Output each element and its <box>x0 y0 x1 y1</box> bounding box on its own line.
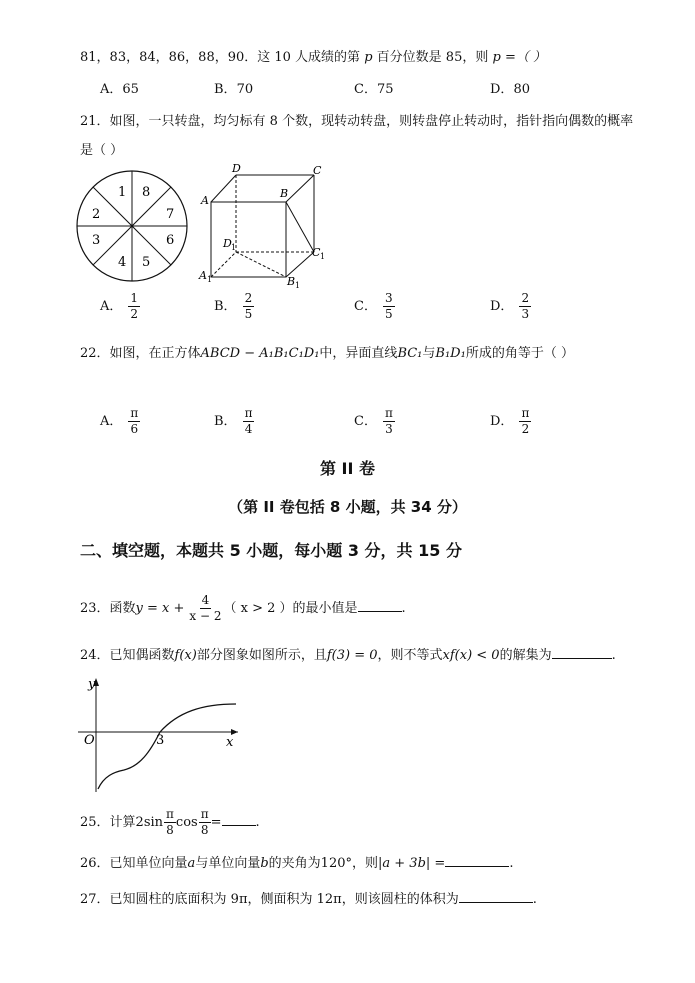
part2-title: 第 II 卷 <box>319 459 376 478</box>
q27-answer-blank[interactable] <box>459 890 533 903</box>
wheel-num-1: 1 <box>118 185 127 200</box>
q23-answer-blank[interactable] <box>358 599 402 612</box>
section-heading: 二、填空题，本题共 5 小题，每小题 3 分，共 15 分 <box>80 541 462 560</box>
svg-text:1: 1 <box>231 243 237 252</box>
svg-text:1: 1 <box>207 275 213 284</box>
q20-option-c[interactable]: C．75 <box>354 82 394 97</box>
q25-line: 25．计算2sin $\frac{\pi}{8}$ cos $\frac{\pi}{8}$ = . <box>80 807 260 838</box>
q21-option-d[interactable]: D． $\frac{2}{3}$ <box>490 291 530 322</box>
q22-option-a[interactable]: A． $\frac{\pi}{6}$ <box>100 406 139 437</box>
wheel-num-5: 5 <box>142 255 151 270</box>
q22-line-bc1: BC₁ <box>397 346 423 361</box>
q20-option-d[interactable]: D．80 <box>490 82 530 97</box>
q22-option-c[interactable]: C． $\frac{\pi}{3}$ <box>354 406 393 437</box>
q20-option-b[interactable]: B．70 <box>214 82 254 97</box>
q24-line: 24．已知偶函数f(x)部分图象如图所示，且f(3) = 0，则不等式xf(x) < 0的解集为 . <box>80 648 616 663</box>
part2-subtitle: （第 II 卷包括 8 小题，共 34 分） <box>228 498 467 516</box>
q20-option-a[interactable]: A．65 <box>100 82 139 97</box>
wheel-num-8: 8 <box>142 185 151 200</box>
q22-option-d[interactable]: D． $\frac{\pi}{2}$ <box>490 406 530 437</box>
wheel-num-2: 2 <box>92 207 101 222</box>
q26-line: 26．已知单位向量a与单位向量b的夹角为120°，则|a + 3b| = . <box>80 856 514 871</box>
q21-option-a[interactable]: A． $\frac{1}{2}$ <box>100 291 139 322</box>
cube-label-d1: D <box>223 237 232 250</box>
cube-label-b1: B <box>287 275 296 288</box>
cube-label-d: D <box>232 162 241 175</box>
q22-line: 22．如图，在正方体ABCD − A₁B₁C₁D₁中，异面直线BC₁与B₁D₁所成的角等于（ ） <box>80 346 574 361</box>
vector-a: a <box>187 856 196 871</box>
graph-label-y: y <box>88 677 96 692</box>
svg-text:1: 1 <box>295 281 301 290</box>
q25-answer-blank[interactable] <box>222 813 256 826</box>
graph-label-3: 3 <box>156 733 165 748</box>
cube-label-c1: C <box>312 246 321 259</box>
q21-option-b[interactable]: B． $\frac{2}{5}$ <box>214 291 253 322</box>
vector-b: b <box>260 856 269 871</box>
q27-line: 27．已知圆柱的底面积为 9π，侧面积为 12π，则该圆柱的体积为 . <box>80 892 537 907</box>
wheel-num-7: 7 <box>166 207 175 222</box>
q22-line-b1d1: B₁D₁ <box>435 346 466 361</box>
spinner-wheel <box>74 168 190 284</box>
cube-diagram <box>196 160 336 290</box>
graph-label-o: O <box>84 733 95 748</box>
q21-option-c[interactable]: C． $\frac{3}{5}$ <box>354 291 393 322</box>
cube-label-a: A <box>201 194 209 207</box>
q20-line: 81，83，84，86，88，90．这 10 人成绩的第 p 百分位数是 85，则 p =（ ） <box>80 50 546 65</box>
cube-label-a1: A <box>199 269 207 282</box>
wheel-num-4: 4 <box>118 255 127 270</box>
q21-line2: 是（ ） <box>80 143 124 158</box>
q26-answer-blank[interactable] <box>445 854 509 867</box>
q23-line: 23．函数y = x + $\frac{4}{x - 2}$ （ x > 2 ）的最小值是 . <box>80 593 406 624</box>
wheel-num-3: 3 <box>92 233 101 248</box>
q24-answer-blank[interactable] <box>552 646 612 659</box>
q22-cube: ABCD − A₁B₁C₁D₁ <box>200 346 320 361</box>
cube-label-c: C <box>313 164 322 177</box>
q22-option-b[interactable]: B． $\frac{\pi}{4}$ <box>214 406 253 437</box>
graph-label-x: x <box>226 735 234 750</box>
cube-label-b: B <box>280 187 289 200</box>
function-graph <box>78 674 248 794</box>
q20-p-var: p <box>364 50 373 65</box>
svg-text:1: 1 <box>320 252 326 261</box>
q21-line1: 21．如图，一只转盘，均匀标有 8 个数，现转动转盘，则转盘停止转动时，指针指向偶数的概率 <box>80 114 634 129</box>
wheel-num-6: 6 <box>166 233 175 248</box>
